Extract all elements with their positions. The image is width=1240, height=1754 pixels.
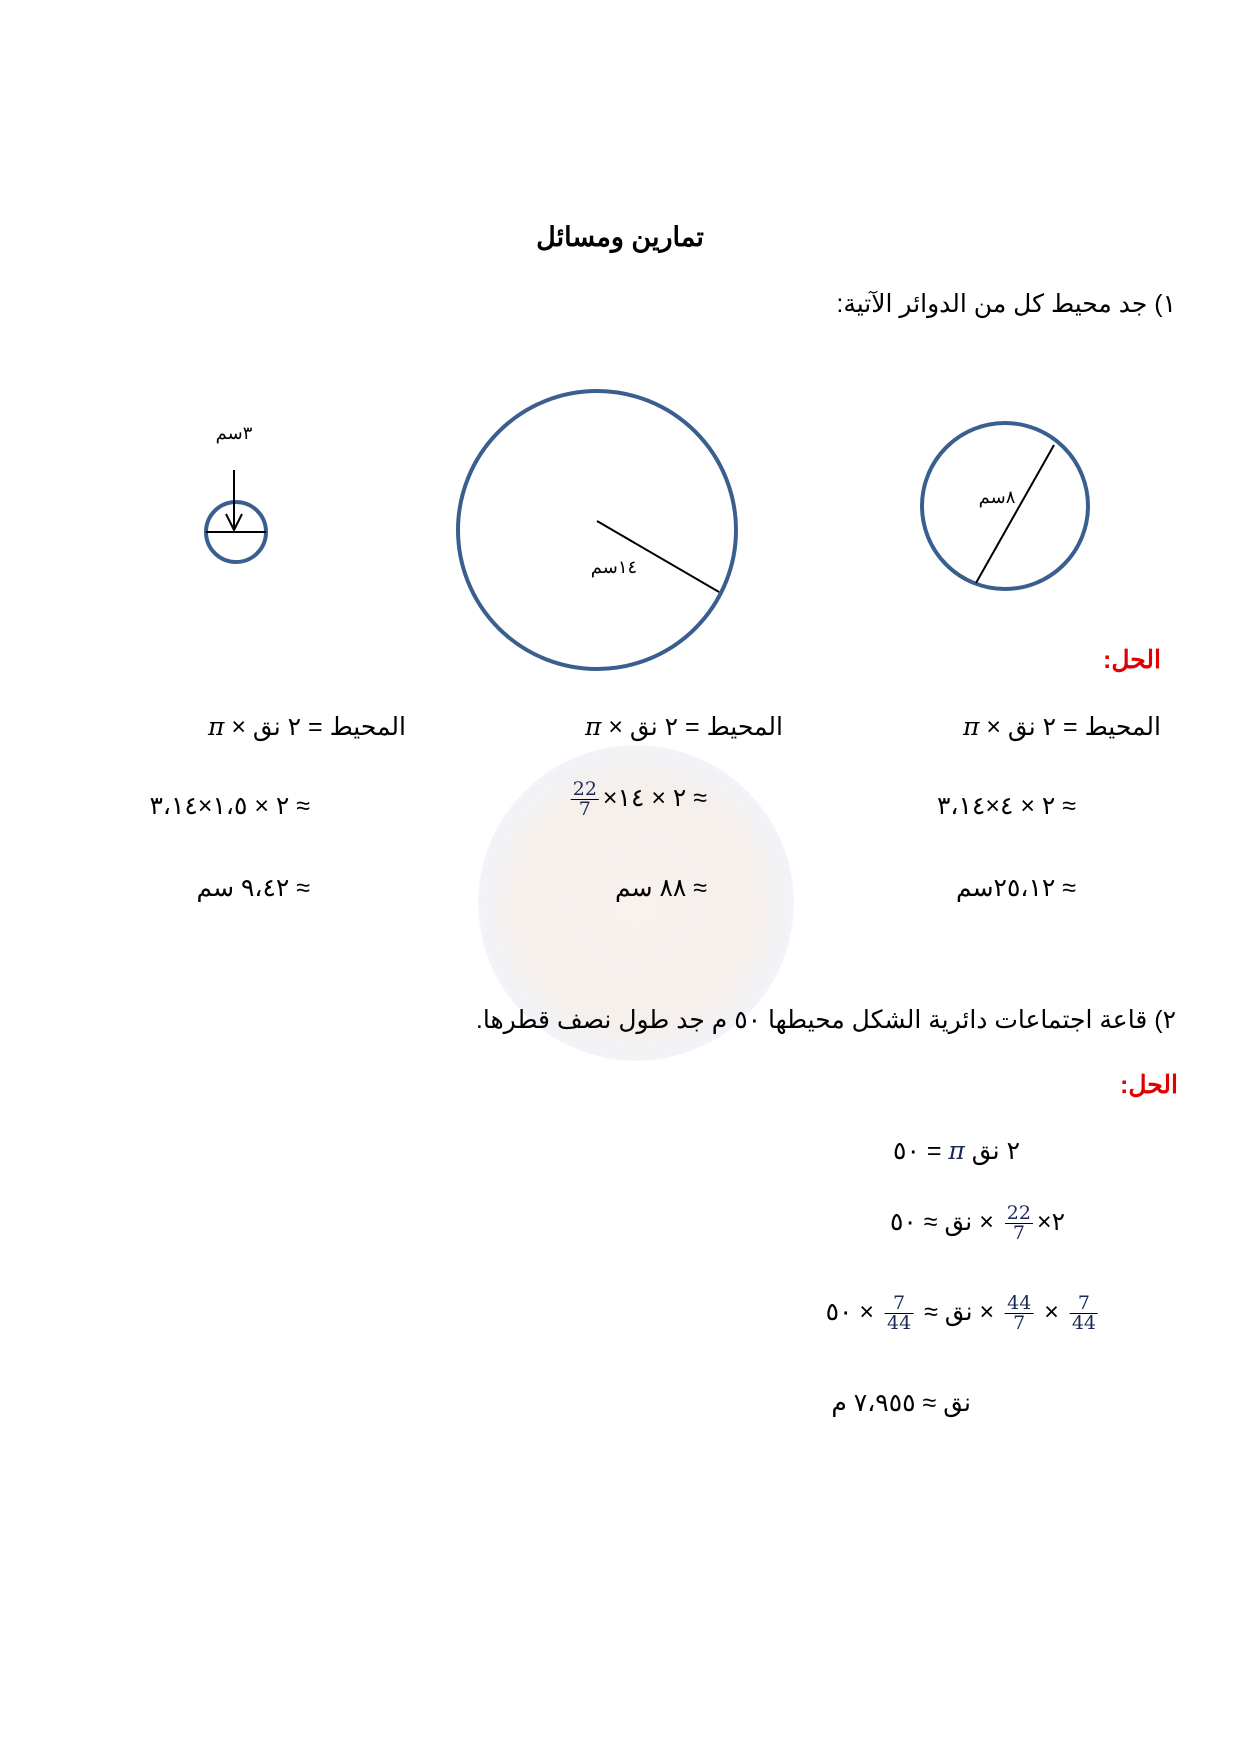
circle-small-label: ٣سم xyxy=(215,423,253,443)
step-2: ≈ ٢ × ١٤× $\frac{22}{7}$ xyxy=(572,778,707,820)
question-1: ١) جد محيط كل من الدوائر الآتية: xyxy=(836,290,1176,318)
result-2: ≈ ٨٨ سم xyxy=(614,874,707,902)
equation-3: $\frac{7}{44}$ × $\frac{44}{7}$ × نق ≈ $\frac{7}{44}$ × ٥٠ xyxy=(825,1292,1096,1334)
circle-diagrams xyxy=(0,0,1240,700)
fraction: $\frac{22}{7}$ xyxy=(572,778,597,820)
formula-1: المحيط = ٢ نق × π xyxy=(962,712,1161,741)
formula-3: المحيط = ٢ نق × π xyxy=(207,712,406,741)
page-title: تمارين ومسائل xyxy=(536,222,704,252)
solution-label-1: الحل: xyxy=(1103,646,1161,674)
step-3: ≈ ٢ × ١،٥×٣،١٤ xyxy=(149,792,310,820)
circle-medium-label: ١٤سم xyxy=(590,557,638,577)
formula-2: المحيط = ٢ نق × π xyxy=(584,712,783,741)
result-1: ≈ ٢٥،١٢سم xyxy=(955,874,1076,902)
circle-right-label: ٨سم xyxy=(978,487,1016,507)
equation-2: ٢× $\frac{22}{7}$ × نق ≈ ٥٠ xyxy=(889,1202,1065,1244)
question-2: ٢) قاعة اجتماعات دائرية الشكل محيطها ٥٠ م جد طول نصف قطرها. xyxy=(475,1006,1176,1034)
equation-1: ٢ نق π = ٥٠ xyxy=(893,1136,1020,1165)
equation-4: نق ≈ ٧،٩٥٥ م xyxy=(831,1389,971,1417)
result-3: ≈ ٩،٤٢ سم xyxy=(196,874,310,902)
circle-medium xyxy=(458,391,736,669)
step-1: ≈ ٢ × ٤×٣،١٤ xyxy=(936,792,1076,820)
solution-label-2: الحل: xyxy=(1120,1071,1178,1099)
circle-small xyxy=(206,470,266,562)
